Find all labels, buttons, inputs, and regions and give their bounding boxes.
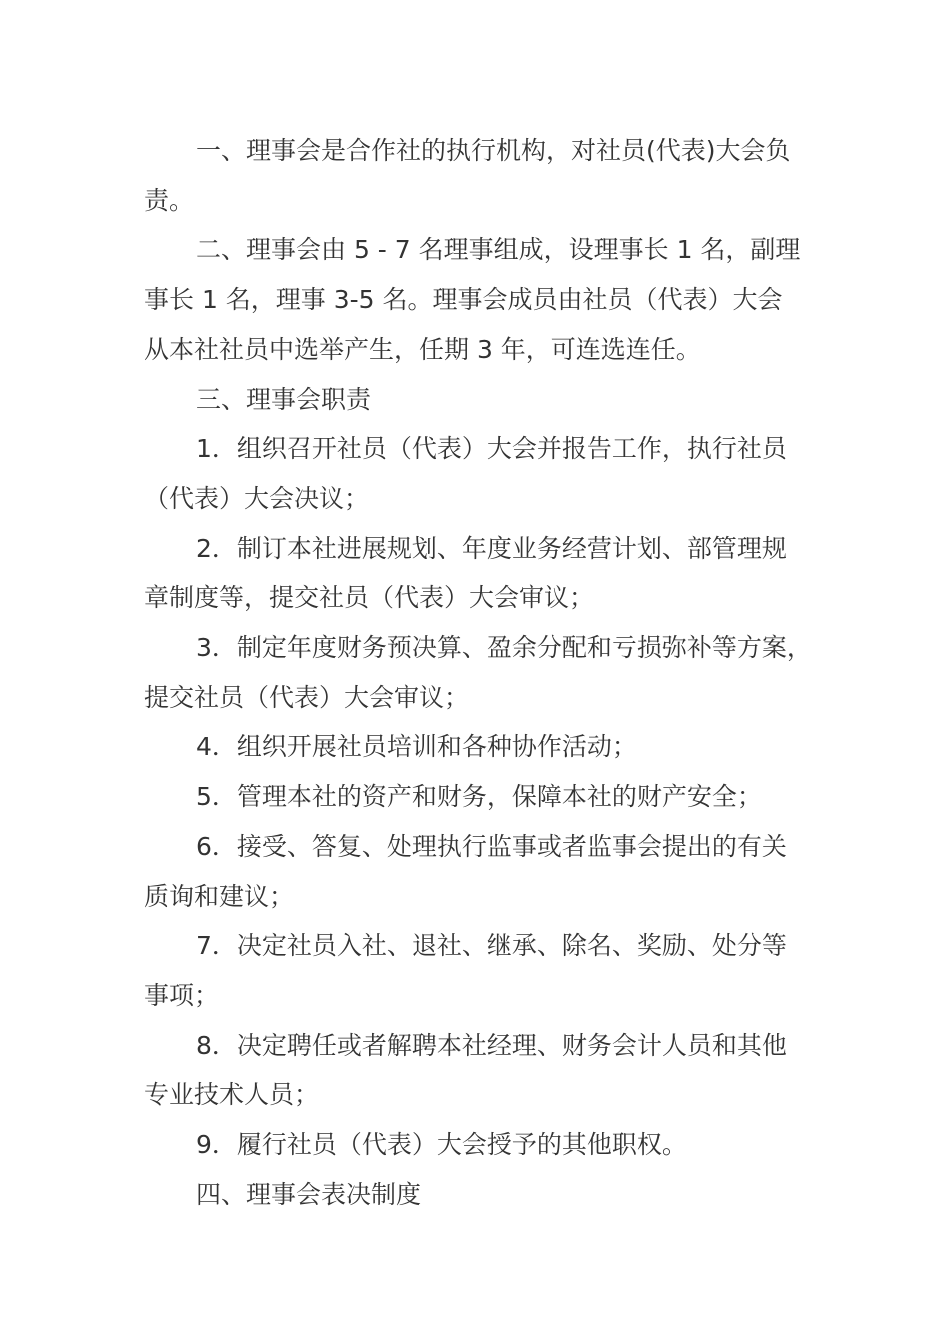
- paragraph-board-composition: [144, 225, 808, 374]
- list-item-duty-9: [144, 1120, 808, 1170]
- section-heading-voting-rules: [144, 1170, 808, 1220]
- list-item-duty-7: [144, 921, 808, 1020]
- text-line: 二、理事会由 5 - 7 名理事组成，设理事长 1 名，副理: [196, 235, 801, 265]
- text-line: 事长 1 名，理事 3-5 名。理事会成员由社员（代表）大会: [144, 285, 783, 315]
- text-line: 8．决定聘任或者解聘本社经理、财务会计人员和其他: [196, 1030, 787, 1060]
- list-item-duty-5: [144, 772, 808, 822]
- list-item-duty-1: [144, 424, 808, 523]
- list-item-duty-2: [144, 524, 808, 623]
- document-body: [144, 126, 812, 1219]
- text-line: 质询和建议；: [144, 881, 295, 911]
- text-line: 专业技术人员；: [144, 1080, 320, 1110]
- text-line: 四、理事会表决制度: [196, 1179, 422, 1209]
- text-line: 1．组织召开社员（代表）大会并报告工作，执行社员: [196, 434, 787, 464]
- text-line: （代表）大会决议；: [144, 483, 370, 513]
- text-line: 章制度等，提交社员（代表）大会审议；: [144, 583, 595, 613]
- paragraph-board-role: [144, 126, 808, 225]
- text-line: 事项；: [144, 980, 220, 1010]
- text-line: 责。: [144, 185, 195, 215]
- list-item-duty-4: [144, 722, 808, 772]
- list-item-duty-6: [144, 822, 808, 921]
- text-line: 4．组织开展社员培训和各种协作活动；: [196, 732, 637, 762]
- text-line: 7．决定社员入社、退社、继承、除名、奖励、处分等: [196, 931, 787, 961]
- list-item-duty-3: [144, 623, 812, 722]
- text-line: 提交社员（代表）大会审议；: [144, 682, 470, 712]
- text-line: 三、理事会职责: [196, 384, 372, 414]
- section-heading-board-duties: [144, 375, 808, 425]
- text-line: 一、理事会是合作社的执行机构，对社员(代表)大会负: [196, 136, 791, 165]
- text-line: 6．接受、答复、处理执行监事或者监事会提出的有关: [196, 831, 787, 861]
- text-line: 9．履行社员（代表）大会授予的其他职权。: [196, 1130, 687, 1160]
- text-line: 3．制定年度财务预决算、盈余分配和亏损弥补等方案，: [196, 633, 812, 663]
- text-line: 5．管理本社的资产和财务，保障本社的财产安全；: [196, 782, 762, 812]
- list-item-duty-8: [144, 1021, 808, 1120]
- text-line: 2．制订本社进展规划、年度业务经营计划、部管理规: [196, 533, 787, 563]
- text-line: 从本社社员中选举产生，任期 3 年，可连选连任。: [144, 334, 701, 364]
